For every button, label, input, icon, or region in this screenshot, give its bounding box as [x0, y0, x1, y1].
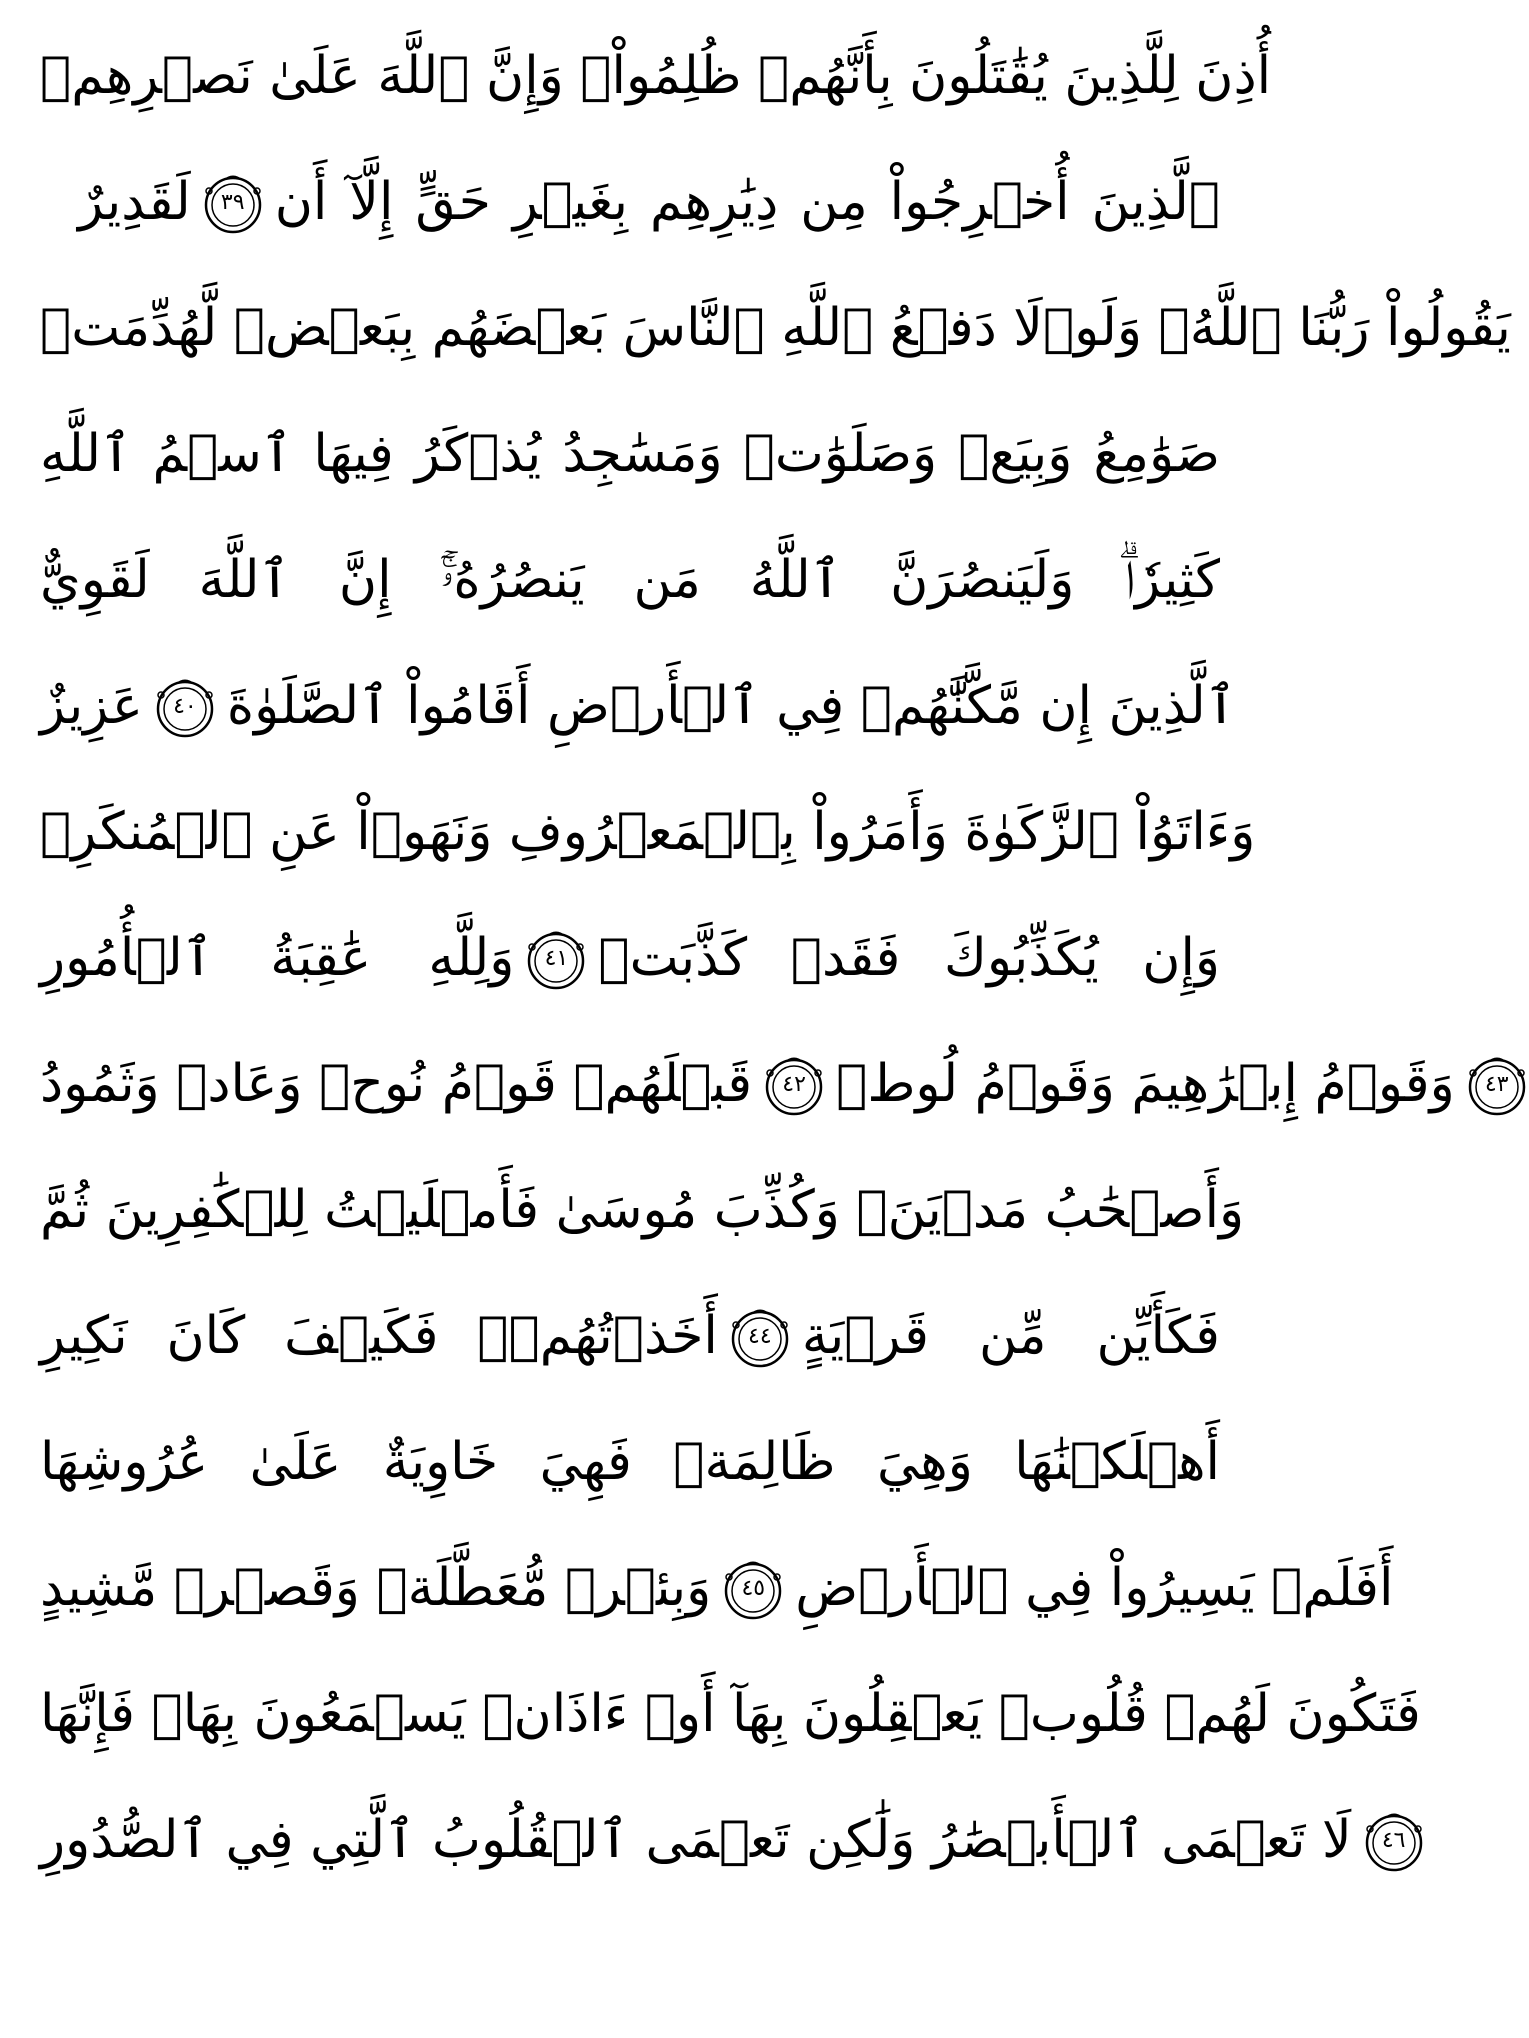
- verse-text: قَبۡلَهُمۡ قَوۡمُ نُوحٖ وَعَادٞ وَثَمُودُ: [40, 1054, 753, 1115]
- verse-text: أَخَذۡتُهُمۡۖ فَكَيۡفَ كَانَ نَكِيرِ: [40, 1306, 718, 1367]
- verse-text: عَزِيزٌ: [40, 676, 143, 737]
- verse-text: كَثِيرٗاۗ وَلَيَنصُرَنَّ ٱللَّهُ مَن يَنصُرُهُۥٓۚ إِنَّ ٱللَّهَ لَقَوِيٌّ: [40, 550, 1220, 611]
- verse-line: [40, 1274, 1220, 1400]
- verse-text: فَكَأَيِّن مِّن قَرۡيَةٍ: [801, 1306, 1220, 1367]
- verse-text: وَإِن يُكَذِّبُوكَ فَقَدۡ كَذَّبَتۡ: [598, 928, 1221, 989]
- verse-text: صَوَٰمِعُ وَبِيَعٞ وَصَلَوَٰتٞ وَمَسَٰجِدُ يُذۡكَرُ فِيهَا ٱسۡمُ ٱللَّهِ: [40, 424, 1220, 485]
- verse-line: [40, 1778, 1406, 1904]
- verse-text: وَلِلَّهِ عَٰقِبَةُ ٱلۡأُمُورِ: [40, 928, 515, 989]
- verse-line: [40, 14, 1272, 140]
- verse-line: [40, 1526, 1394, 1652]
- ayah-number-marker: [201, 171, 265, 235]
- verse-text: يَقُولُواْ رَبُّنَا ٱللَّهُۗ وَلَوۡلَا دَفۡعُ ٱللَّهِ ٱلنَّاسَ بَعۡضَهُم بِبَعۡضٖ لَّهُدِّمَتۡ: [40, 298, 1511, 359]
- verse-line: [40, 1400, 1220, 1526]
- verse-text: أَهۡلَكۡنَٰهَا وَهِيَ ظَالِمَةٞ فَهِيَ خَاوِيَةٌ عَلَىٰ عُرُوشِهَا: [40, 1432, 1220, 1493]
- verse-text: ٱلَّذِينَ إِن مَّكَّنَّٰهُمۡ فِي ٱلۡأَرۡضِ أَقَامُواْ ٱلصَّلَوٰةَ: [226, 676, 1237, 737]
- ayah-number: ٤٣: [1484, 1072, 1509, 1097]
- ayah-number-marker: [1362, 1809, 1426, 1873]
- verse-line: [40, 266, 1511, 392]
- verse-text: ٱلَّذِينَ أُخۡرِجُواْ مِن دِيَٰرِهِم بِغَيۡرِ حَقٍّ إِلَّآ أَن: [274, 172, 1220, 233]
- verse-text: فَتَكُونَ لَهُمۡ قُلُوبٞ يَعۡقِلُونَ بِهَآ أَوۡ ءَاذَانٞ يَسۡمَعُونَ بِهَاۖ فَإِنَّهَا: [40, 1684, 1421, 1745]
- ayah-number: ٤٥: [741, 1576, 766, 1601]
- ayah-number: ٣٩: [220, 190, 245, 215]
- verse-line: [40, 140, 1220, 266]
- verse-line: [40, 770, 1256, 896]
- ayah-number-marker: [524, 927, 588, 991]
- ayah-number-marker: [153, 675, 217, 739]
- verse-text: وَءَاتَوُاْ ٱلزَّكَوٰةَ وَأَمَرُواْ بِٱلۡمَعۡرُوفِ وَنَهَوۡاْ عَنِ ٱلۡمُنكَرِۗ: [40, 802, 1256, 863]
- ayah-number: ٤٤: [748, 1324, 772, 1349]
- ayah-number: ٤١: [544, 946, 569, 971]
- verse-text: وَأَصۡحَٰبُ مَدۡيَنَۖ وَكُذِّبَ مُوسَىٰ فَأَمۡلَيۡتُ لِلۡكَٰفِرِينَ ثُمَّ: [40, 1180, 1245, 1241]
- verse-line: [40, 1652, 1421, 1778]
- ayah-number-marker: [762, 1053, 826, 1117]
- verse-text: لَا تَعۡمَى ٱلۡأَبۡصَٰرُ وَلَٰكِن تَعۡمَى ٱلۡقُلُوبُ ٱلَّتِي فِي ٱلصُّدُورِ: [40, 1810, 1352, 1871]
- ayah-number-marker: [728, 1305, 792, 1369]
- verse-text: وَبِئۡرٖ مُّعَطَّلَةٖ وَقَصۡرٖ مَّشِيدٍ: [40, 1558, 712, 1619]
- ayah-number-marker: [721, 1557, 785, 1621]
- verse-text: وَقَوۡمُ إِبۡرَٰهِيمَ وَقَوۡمُ لُوطٖ: [836, 1054, 1455, 1115]
- verse-line: [40, 1148, 1245, 1274]
- verse-line: [40, 644, 1237, 770]
- verse-line: [40, 1022, 1509, 1148]
- ayah-number-marker: [1465, 1053, 1529, 1117]
- verse-text: أُذِنَ لِلَّذِينَ يُقَٰتَلُونَ بِأَنَّهُمۡ ظُلِمُواْۚ وَإِنَّ ٱللَّهَ عَلَىٰ نَصۡرِهِمۡ: [40, 46, 1272, 107]
- verse-text: أَفَلَمۡ يَسِيرُواْ فِي ٱلۡأَرۡضِ: [795, 1558, 1394, 1619]
- verse-text: لَقَدِيرٌ: [78, 172, 191, 233]
- verse-line: [40, 518, 1220, 644]
- ayah-number: ٤٦: [1381, 1828, 1406, 1853]
- verse-line: [40, 392, 1220, 518]
- ayah-number: ٤٠: [173, 694, 197, 719]
- verse-line: [40, 896, 1220, 1022]
- ayah-number: ٤٢: [782, 1072, 806, 1097]
